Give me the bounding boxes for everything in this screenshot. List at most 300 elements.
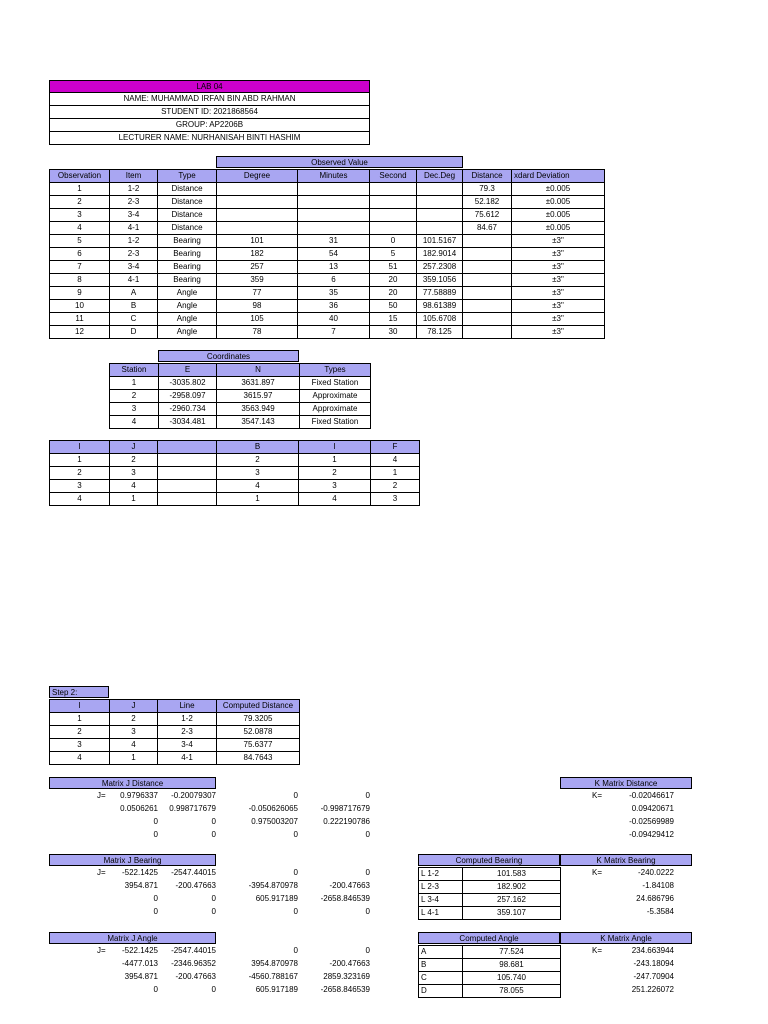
computed-bearing-row-cell: 359.107 — [463, 907, 561, 920]
matrix-cell: 0 — [211, 985, 216, 994]
observation-row-cell: ±3" — [512, 300, 605, 313]
computed-distance-row-cell: 75.6377 — [217, 739, 300, 752]
coordinate-row-cell: 3547.143 — [217, 416, 300, 429]
computed-distance-row-cell: 4-1 — [158, 752, 217, 765]
station-order-row — [50, 454, 420, 467]
col-line: Line — [158, 700, 217, 713]
observation-row-cell: 101 — [217, 235, 298, 248]
station-order-row-cell: 4 — [110, 480, 158, 493]
computed-distance-row — [50, 713, 300, 726]
observation-row-cell: 78.125 — [417, 326, 463, 339]
observation-row-cell: Bearing — [158, 261, 217, 274]
coordinate-row-cell: 2 — [110, 390, 159, 403]
observation-row-cell: 30 — [370, 326, 417, 339]
col-types: Types — [300, 364, 371, 377]
observation-row — [50, 300, 605, 313]
matrix-j-bearing-prefix: J= — [97, 868, 106, 877]
computed-angle-row-cell: B — [419, 959, 463, 972]
student-name: NAME: MUHAMMAD IRFAN BIN ABD RAHMAN — [50, 93, 370, 106]
matrix-cell: -2547.44015 — [171, 946, 216, 955]
observation-row-cell: Distance — [158, 183, 217, 196]
observation-row-cell — [463, 326, 512, 339]
observation-row — [50, 222, 605, 235]
computed-bearing-row-cell: 182.902 — [463, 881, 561, 894]
observation-row-cell — [370, 196, 417, 209]
k-vector-cell: 234.663944 — [631, 946, 674, 955]
computed-bearing-row-cell: L 1-2 — [419, 868, 463, 881]
station-order-row — [50, 467, 420, 480]
observation-row-cell: 50 — [370, 300, 417, 313]
station-order-row-cell: 1 — [217, 493, 299, 506]
computed-bearing-table — [418, 867, 561, 920]
observation-row-cell — [463, 235, 512, 248]
observation-row-cell: ±0.005 — [512, 183, 605, 196]
matrix-cell: 0 — [153, 985, 158, 994]
coordinate-row — [110, 416, 371, 429]
computed-distance-row — [50, 739, 300, 752]
col-j: J — [110, 441, 158, 454]
computed-distance-row-cell: 2 — [50, 726, 110, 739]
matrix-cell: -2547.44015 — [171, 868, 216, 877]
matrix-cell: -2658.846539 — [320, 985, 370, 994]
observation-row-cell: 10 — [50, 300, 110, 313]
observation-row-cell: 98.61389 — [417, 300, 463, 313]
station-order-row-cell: 3 — [371, 493, 420, 506]
k-matrix-angle-prefix: K= — [592, 946, 603, 955]
observation-row-cell: 6 — [298, 274, 370, 287]
computed-angle-row — [419, 985, 561, 998]
computed-distance-row-cell: 52.0878 — [217, 726, 300, 739]
matrix-cell: 0 — [365, 868, 370, 877]
col-type: Type — [158, 170, 217, 183]
observation-row-cell — [298, 196, 370, 209]
matrix-cell: 0 — [153, 830, 158, 839]
observation-row-cell: 78 — [217, 326, 298, 339]
computed-bearing-row — [419, 881, 561, 894]
k-matrix-bearing-prefix: K= — [592, 868, 603, 877]
observation-row-cell: Angle — [158, 287, 217, 300]
observation-row-cell: 2-3 — [110, 248, 158, 261]
observation-row-cell: ±3" — [512, 287, 605, 300]
k-vector-cell: 24.686796 — [636, 894, 674, 903]
observation-row-cell: 8 — [50, 274, 110, 287]
station-order-row-cell — [158, 480, 217, 493]
observation-row-cell: 257 — [217, 261, 298, 274]
observation-row — [50, 261, 605, 274]
observation-row-cell: ±0.005 — [512, 196, 605, 209]
observation-row-cell: 12 — [50, 326, 110, 339]
matrix-j-bearing-title: Matrix J Bearing — [49, 854, 216, 866]
observation-row-cell: 4 — [50, 222, 110, 235]
station-order-row-cell: 1 — [371, 467, 420, 480]
matrix-cell: -2658.846539 — [320, 894, 370, 903]
observation-row-cell — [217, 196, 298, 209]
k-vector-cell: -5.3584 — [646, 907, 674, 916]
computed-angle-row-cell: A — [419, 946, 463, 959]
observation-row-cell: 5 — [50, 235, 110, 248]
observation-row-cell: 13 — [298, 261, 370, 274]
matrix-cell: 3954.870978 — [251, 959, 298, 968]
matrix-cell: 0 — [293, 868, 298, 877]
observation-row-cell — [298, 183, 370, 196]
matrix-cell: 0 — [211, 830, 216, 839]
col-station: Station — [110, 364, 159, 377]
col-j: J — [110, 700, 158, 713]
observation-row — [50, 235, 605, 248]
observation-row-cell: 4-1 — [110, 222, 158, 235]
col-i: I — [50, 700, 110, 713]
observation-row-cell: 35 — [298, 287, 370, 300]
observation-row — [50, 248, 605, 261]
coordinate-row — [110, 377, 371, 390]
observation-table — [49, 169, 605, 339]
matrix-cell: -0.998717679 — [320, 804, 370, 813]
matrix-cell: -200.47663 — [329, 881, 370, 890]
computed-bearing-row-cell: L 4-1 — [419, 907, 463, 920]
matrix-j-angle-prefix: J= — [97, 946, 106, 955]
station-order-row — [50, 493, 420, 506]
computed-angle-row-cell: 105.740 — [463, 972, 561, 985]
computed-distance-row-cell: 1-2 — [158, 713, 217, 726]
observation-row-cell — [417, 196, 463, 209]
observation-row-cell: ±0.005 — [512, 222, 605, 235]
computed-bearing-row-cell: L 2-3 — [419, 881, 463, 894]
observation-row-cell: 2 — [50, 196, 110, 209]
observation-row-cell: 7 — [50, 261, 110, 274]
station-order-row-cell — [158, 467, 217, 480]
observation-row-cell: 20 — [370, 274, 417, 287]
observation-row-cell: 105.6708 — [417, 313, 463, 326]
col-observation: Observation — [50, 170, 110, 183]
computed-bearing-row-cell: L 3-4 — [419, 894, 463, 907]
observation-row-cell: 84.67 — [463, 222, 512, 235]
computed-angle-row-cell: 77.524 — [463, 946, 561, 959]
station-order-row-cell: 4 — [217, 480, 299, 493]
observation-row-cell: D — [110, 326, 158, 339]
lab-title: LAB 04 — [50, 81, 370, 93]
matrix-cell: -200.47663 — [175, 881, 216, 890]
matrix-cell: 0.222190786 — [323, 817, 370, 826]
observation-row-cell: 257.2308 — [417, 261, 463, 274]
computed-angle-table — [418, 945, 561, 998]
observation-row-cell: 75.612 — [463, 209, 512, 222]
observation-row-cell: 0 — [370, 235, 417, 248]
matrix-cell: 0.9796337 — [120, 791, 158, 800]
matrix-cell: 0 — [365, 907, 370, 916]
step2-title: Step 2: — [49, 686, 109, 698]
matrix-cell: -200.47663 — [329, 959, 370, 968]
station-order-row-cell: 4 — [50, 493, 110, 506]
matrix-cell: 0.998717679 — [169, 804, 216, 813]
station-order-row-cell: 2 — [299, 467, 371, 480]
observation-row-cell: 105 — [217, 313, 298, 326]
observation-row-cell: Bearing — [158, 248, 217, 261]
k-matrix-distance-prefix: K= — [592, 791, 603, 800]
observation-row — [50, 183, 605, 196]
observation-row-cell: Bearing — [158, 274, 217, 287]
observation-row-cell: 1-2 — [110, 183, 158, 196]
coordinate-row-cell: 4 — [110, 416, 159, 429]
k-vector-cell: -240.0222 — [637, 868, 674, 877]
station-order-table — [49, 440, 420, 506]
matrix-cell: 0 — [211, 907, 216, 916]
matrix-cell: 0 — [365, 830, 370, 839]
coordinate-row — [110, 390, 371, 403]
computed-distance-header-row — [50, 700, 300, 713]
observation-row-cell: 101.5167 — [417, 235, 463, 248]
matrix-cell: 605.917189 — [255, 985, 298, 994]
matrix-cell: 0 — [293, 946, 298, 955]
matrix-cell: 0 — [293, 907, 298, 916]
col-f: F — [371, 441, 420, 454]
coordinate-row-cell: Approximate — [300, 390, 371, 403]
observation-row-cell: 36 — [298, 300, 370, 313]
observation-row-cell — [463, 274, 512, 287]
coordinate-row-cell: -2958.097 — [159, 390, 217, 403]
coordinate-row-cell: Fixed Station — [300, 377, 371, 390]
matrix-cell: 0.0506261 — [120, 804, 158, 813]
coordinate-row-cell: 1 — [110, 377, 159, 390]
computed-distance-row-cell: 3 — [110, 726, 158, 739]
coordinate-row-cell: 3563.949 — [217, 403, 300, 416]
station-order-row-cell: 3 — [50, 480, 110, 493]
matrix-cell: 0 — [293, 830, 298, 839]
matrix-cell: 3954.871 — [124, 972, 158, 981]
col-distance: Distance — [463, 170, 512, 183]
k-matrix-bearing-title: K Matrix Bearing — [560, 854, 692, 866]
observed-value-title: Observed Value — [216, 156, 463, 168]
observation-row — [50, 287, 605, 300]
observation-row-cell: ±0.005 — [512, 209, 605, 222]
computed-distance-row — [50, 726, 300, 739]
observation-row-cell: ±3" — [512, 326, 605, 339]
observation-row-cell — [370, 209, 417, 222]
observation-row — [50, 313, 605, 326]
matrix-cell: -0.20079307 — [171, 791, 216, 800]
matrix-cell: -200.47663 — [175, 972, 216, 981]
computed-distance-row-cell: 2 — [110, 713, 158, 726]
observation-row-cell: ±3" — [512, 248, 605, 261]
station-order-row-cell — [158, 454, 217, 467]
observation-row-cell: 11 — [50, 313, 110, 326]
matrix-cell: 0 — [293, 791, 298, 800]
computed-angle-row — [419, 959, 561, 972]
k-matrix-distance-title: K Matrix Distance — [560, 777, 692, 789]
col-i: I — [50, 441, 110, 454]
matrix-cell: 0 — [153, 817, 158, 826]
station-order-row-cell: 3 — [217, 467, 299, 480]
col-item: Item — [110, 170, 158, 183]
observation-row — [50, 209, 605, 222]
observation-row-cell — [370, 222, 417, 235]
matrix-cell: 0 — [365, 791, 370, 800]
observation-row-cell — [417, 183, 463, 196]
observation-row-cell: 40 — [298, 313, 370, 326]
observation-row-cell — [217, 183, 298, 196]
station-order-row-cell: 1 — [50, 454, 110, 467]
observation-row-cell: 31 — [298, 235, 370, 248]
observation-row-cell: Angle — [158, 300, 217, 313]
observation-row-cell: Distance — [158, 209, 217, 222]
observation-row-cell: 9 — [50, 287, 110, 300]
computed-distance-row-cell: 84.7643 — [217, 752, 300, 765]
observation-row-cell: 1-2 — [110, 235, 158, 248]
k-vector-cell: -0.09429412 — [629, 830, 674, 839]
observation-row — [50, 196, 605, 209]
observation-row-cell — [370, 183, 417, 196]
matrix-cell: -4477.013 — [121, 959, 158, 968]
observation-row-cell: 20 — [370, 287, 417, 300]
observation-row-cell — [463, 248, 512, 261]
observation-row-cell — [298, 209, 370, 222]
computed-bearing-title: Computed Bearing — [418, 854, 560, 866]
observation-row-cell: ±3" — [512, 313, 605, 326]
observation-row-cell: A — [110, 287, 158, 300]
computed-distance-row-cell: 79.3205 — [217, 713, 300, 726]
matrix-cell: 0.975003207 — [251, 817, 298, 826]
coordinate-row-cell: -3034.481 — [159, 416, 217, 429]
observation-row-cell — [217, 222, 298, 235]
observation-row-cell: Angle — [158, 326, 217, 339]
matrix-cell: -4560.788167 — [248, 972, 298, 981]
computed-distance-row-cell: 1 — [50, 713, 110, 726]
student-id: STUDENT ID: 2021868564 — [50, 106, 370, 119]
coordinate-row-cell: Approximate — [300, 403, 371, 416]
observation-row-cell: 52.182 — [463, 196, 512, 209]
observation-row-cell: B — [110, 300, 158, 313]
computed-angle-row-cell: C — [419, 972, 463, 985]
computed-distance-table — [49, 699, 300, 765]
matrix-cell: 0 — [211, 817, 216, 826]
observation-row-cell: 2-3 — [110, 196, 158, 209]
observation-row-cell: Distance — [158, 222, 217, 235]
observation-row-cell — [298, 222, 370, 235]
computed-distance-row-cell: 1 — [110, 752, 158, 765]
matrix-cell: 0 — [211, 894, 216, 903]
observation-row-cell: 98 — [217, 300, 298, 313]
k-vector-cell: -0.02569989 — [629, 817, 674, 826]
observation-row-cell: Angle — [158, 313, 217, 326]
computed-distance-row-cell: 3 — [50, 739, 110, 752]
observation-row-cell: 54 — [298, 248, 370, 261]
station-order-row-cell: 2 — [217, 454, 299, 467]
observation-row-cell: 6 — [50, 248, 110, 261]
observation-row-cell: 3 — [50, 209, 110, 222]
station-order-row-cell: 1 — [299, 454, 371, 467]
observation-row-cell: 77.58889 — [417, 287, 463, 300]
observation-row-cell: 359 — [217, 274, 298, 287]
observation-row-cell: 5 — [370, 248, 417, 261]
col-standard-deviation: xdard Deviation — [512, 170, 605, 183]
col-minutes: Minutes — [298, 170, 370, 183]
matrix-j-distance-prefix: J= — [97, 791, 106, 800]
station-order-row — [50, 480, 420, 493]
matrix-cell: 2859.323169 — [323, 972, 370, 981]
observation-row-cell: 51 — [370, 261, 417, 274]
coordinate-row-cell: -2960.734 — [159, 403, 217, 416]
k-vector-cell: -243.18094 — [633, 959, 674, 968]
header-block — [49, 80, 370, 145]
station-order-row-cell: 1 — [110, 493, 158, 506]
coordinates-table — [109, 363, 371, 429]
computed-bearing-row-cell: 101.583 — [463, 868, 561, 881]
station-order-row-cell: 4 — [371, 454, 420, 467]
k-vector-cell: -1.84108 — [642, 881, 674, 890]
coordinates-title: Coordinates — [158, 350, 299, 362]
observation-row-cell — [463, 313, 512, 326]
col-dec-deg: Dec.Deg — [417, 170, 463, 183]
computed-bearing-row-cell: 257.162 — [463, 894, 561, 907]
observation-row-cell: ±3" — [512, 261, 605, 274]
matrix-cell: -522.1425 — [121, 946, 158, 955]
observation-row-cell — [417, 209, 463, 222]
k-vector-cell: -0.02046617 — [629, 791, 674, 800]
observation-row-cell: 182.9014 — [417, 248, 463, 261]
coordinates-header-row — [110, 364, 371, 377]
matrix-cell: -2346.96352 — [171, 959, 216, 968]
matrix-j-angle-title: Matrix J Angle — [49, 932, 216, 944]
observation-row-cell — [463, 261, 512, 274]
station-order-row-cell: 3 — [299, 480, 371, 493]
matrix-cell: -3954.870978 — [248, 881, 298, 890]
station-order-row-cell: 4 — [299, 493, 371, 506]
station-order-header-row — [50, 441, 420, 454]
observation-row — [50, 274, 605, 287]
col-blank — [158, 441, 217, 454]
observation-row-cell: 15 — [370, 313, 417, 326]
observation-row-cell — [217, 209, 298, 222]
observation-row-cell — [463, 287, 512, 300]
observation-row-cell: 3-4 — [110, 209, 158, 222]
computed-angle-row-cell: 78.055 — [463, 985, 561, 998]
matrix-cell: 3954.871 — [124, 881, 158, 890]
computed-distance-row-cell: 4 — [110, 739, 158, 752]
observation-header-row — [50, 170, 605, 183]
station-order-row-cell: 3 — [110, 467, 158, 480]
computed-angle-row — [419, 946, 561, 959]
station-order-row-cell: 2 — [110, 454, 158, 467]
observation-row — [50, 326, 605, 339]
observation-row-cell: 3-4 — [110, 261, 158, 274]
computed-distance-row-cell: 2-3 — [158, 726, 217, 739]
lecturer-name: LECTURER NAME: NURHANISAH BINTI HASHIM — [50, 132, 370, 145]
computed-angle-row-cell: D — [419, 985, 463, 998]
computed-distance-row — [50, 752, 300, 765]
observation-row-cell: 7 — [298, 326, 370, 339]
matrix-j-distance-title: Matrix J Distance — [49, 777, 216, 789]
matrix-cell: -522.1425 — [121, 868, 158, 877]
computed-angle-title: Computed Angle — [418, 932, 560, 944]
observation-row-cell — [463, 300, 512, 313]
matrix-cell: -0.050626065 — [248, 804, 298, 813]
col-i2: I — [299, 441, 371, 454]
coordinate-row-cell: 3615.97 — [217, 390, 300, 403]
computed-bearing-row — [419, 868, 561, 881]
k-vector-cell: 251.226072 — [631, 985, 674, 994]
col-degree: Degree — [217, 170, 298, 183]
matrix-cell: 605.917189 — [255, 894, 298, 903]
computed-angle-row-cell: 98.681 — [463, 959, 561, 972]
matrix-cell: 0 — [153, 894, 158, 903]
col-n: N — [217, 364, 300, 377]
station-order-row-cell: 2 — [50, 467, 110, 480]
col-second: Second — [370, 170, 417, 183]
k-matrix-angle-title: K Matrix Angle — [560, 932, 692, 944]
observation-row-cell: 182 — [217, 248, 298, 261]
computed-angle-row — [419, 972, 561, 985]
matrix-cell: 0 — [153, 907, 158, 916]
col-computed-distance: Computed Distance — [217, 700, 300, 713]
